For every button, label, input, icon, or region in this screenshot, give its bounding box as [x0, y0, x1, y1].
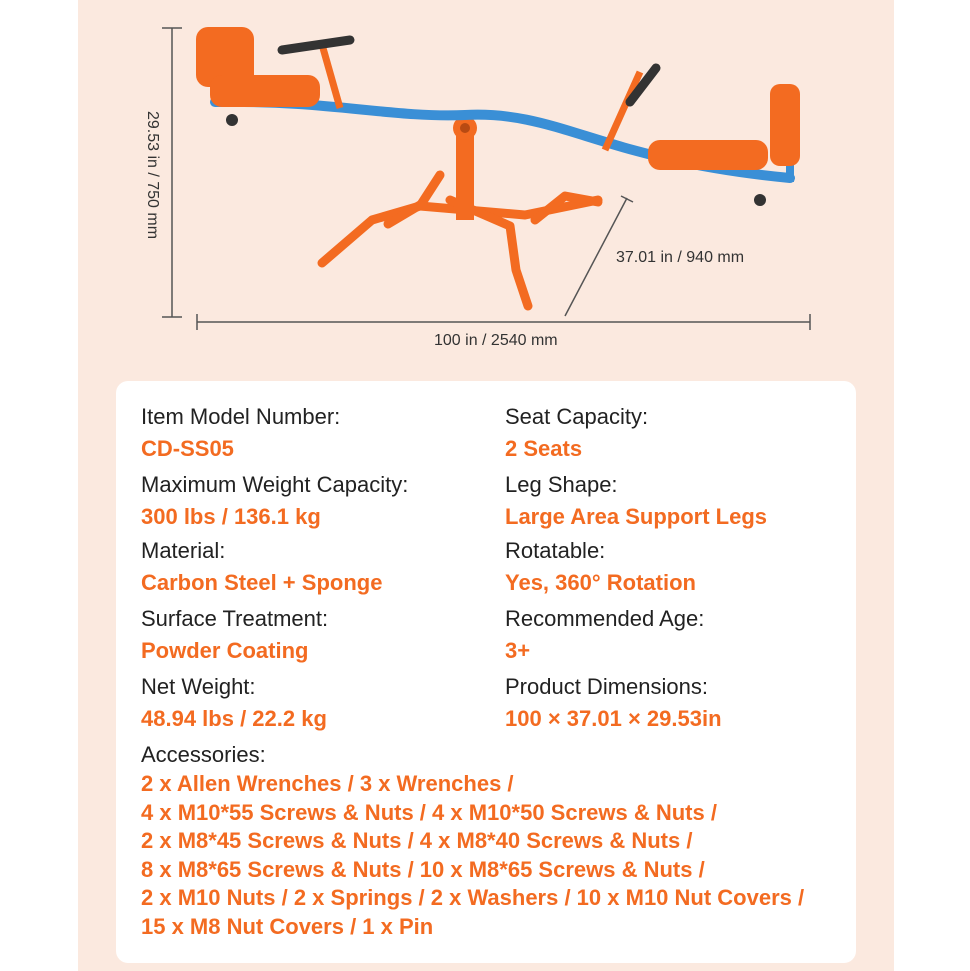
- accessories-line: 2 x M8*45 Screws & Nuts / 4 x M8*40 Screws & Nuts /: [141, 828, 693, 854]
- accessories-line: 4 x M10*55 Screws & Nuts / 4 x M10*50 Screws & Nuts /: [141, 799, 717, 825]
- depth-dimension-label: 37.01 in / 940 mm: [616, 249, 745, 266]
- spec-value: CD-SS05: [141, 436, 234, 461]
- spec-label: Seat Capacity:: [505, 404, 649, 429]
- accessories-line: 8 x M8*65 Screws & Nuts / 10 x M8*65 Screws & Nuts /: [141, 856, 705, 882]
- spec-label: Material:: [141, 538, 226, 563]
- spec-value: Large Area Support Legs: [505, 504, 768, 529]
- width-dimension-line: [197, 314, 810, 330]
- spec-label: Recommended Age:: [505, 606, 705, 631]
- spec-value: Powder Coating: [141, 638, 309, 663]
- spec-label: Leg Shape:: [505, 472, 618, 497]
- spec-max-weight: [141, 469, 408, 533]
- spec-product-dimensions: [505, 671, 722, 735]
- spec-value: 2 Seats: [505, 436, 583, 461]
- spec-value: Yes, 360° Rotation: [505, 570, 696, 595]
- spec-label: Net Weight:: [141, 674, 256, 699]
- spec-recommended-age: [505, 603, 704, 667]
- spec-seat-capacity: [505, 401, 648, 465]
- center-post: [456, 128, 474, 220]
- right-seat: [648, 84, 800, 206]
- width-dimension-label: 100 in / 2540 mm: [434, 332, 558, 349]
- spec-model-number: [141, 401, 340, 465]
- spec-value: 48.94 lbs / 22.2 kg: [141, 706, 327, 731]
- height-dimension-label: 29.53 in / 750 mm: [144, 110, 161, 240]
- accessories-line: 2 x M10 Nuts / 2 x Springs / 2 x Washers / 10 x M10 Nut Covers /: [141, 885, 805, 911]
- height-dimension-line: [162, 28, 182, 317]
- accessories-line: 2 x Allen Wrenches / 3 x Wrenches /: [141, 771, 514, 796]
- spec-label: Maximum Weight Capacity:: [141, 472, 409, 497]
- spec-label: Rotatable:: [505, 538, 606, 563]
- accessories-line: 15 x M8 Nut Covers / 1 x Pin: [141, 913, 434, 939]
- spec-rotatable: [505, 535, 696, 599]
- spec-material: [141, 535, 382, 599]
- spec-value: 300 lbs / 136.1 kg: [141, 504, 321, 529]
- spec-label: Product Dimensions:: [505, 674, 708, 699]
- accessories-list: [141, 740, 804, 942]
- spec-label: Surface Treatment:: [141, 606, 329, 631]
- spec-value: 3+: [505, 638, 531, 663]
- left-seat: [196, 27, 320, 126]
- spec-surface-treatment: [141, 603, 328, 667]
- spec-net-weight: [141, 671, 327, 735]
- spec-value: Carbon Steel + Sponge: [141, 570, 383, 595]
- spec-leg-shape: [505, 469, 767, 533]
- spec-label: Item Model Number:: [141, 404, 341, 429]
- spec-value: 100 × 37.01 × 29.53in: [505, 706, 722, 731]
- accessories-label: Accessories:: [141, 742, 266, 767]
- right-handle: [605, 68, 656, 150]
